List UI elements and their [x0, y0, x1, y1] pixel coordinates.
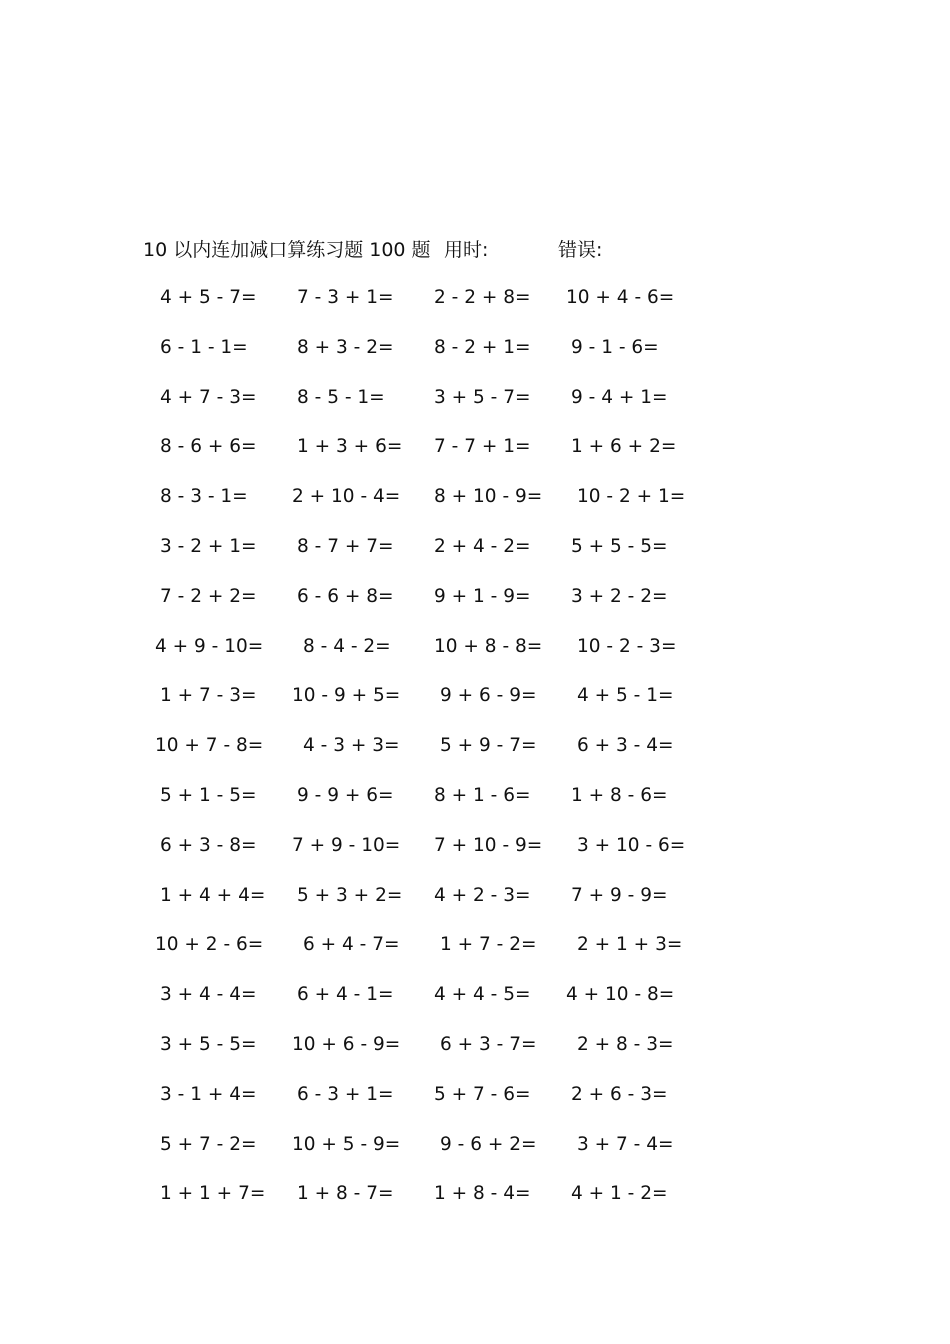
problem-row [0, 682, 950, 732]
problem-item: 1 + 8 - 7= [297, 1183, 394, 1205]
problem-item: 7 - 7 + 1= [434, 436, 531, 458]
problem-item: 1 + 7 - 2= [440, 934, 537, 956]
worksheet-title: 10 以内连加减口算练习题 100 题 [143, 239, 431, 261]
problem-row [0, 832, 950, 882]
problem-item: 9 - 9 + 6= [297, 784, 394, 806]
problem-item: 4 + 5 - 1= [577, 685, 674, 707]
problem-item: 2 + 8 - 3= [577, 1033, 674, 1055]
problem-item: 7 + 10 - 9= [434, 834, 543, 856]
problem-item: 1 + 8 - 4= [434, 1183, 531, 1205]
problem-item: 10 + 8 - 8= [434, 635, 543, 657]
problem-item: 10 + 6 - 9= [292, 1033, 401, 1055]
problem-item: 8 - 7 + 7= [297, 535, 394, 557]
problem-item: 8 + 1 - 6= [434, 784, 531, 806]
problem-row [0, 1131, 950, 1181]
problem-item: 10 + 4 - 6= [566, 287, 675, 308]
worksheet-header [0, 236, 950, 264]
problem-item: 3 - 1 + 4= [160, 1083, 257, 1105]
problem-item: 8 - 3 - 1= [160, 486, 248, 508]
problem-row [0, 433, 950, 483]
problem-item: 3 + 10 - 6= [577, 834, 686, 856]
problem-item: 5 + 5 - 5= [571, 535, 668, 557]
problem-item: 3 + 5 - 7= [434, 386, 531, 408]
problem-item: 8 - 4 - 2= [303, 635, 391, 657]
problem-item: 4 + 1 - 2= [571, 1183, 668, 1205]
problem-grid [0, 284, 950, 1230]
problem-item: 8 + 3 - 2= [297, 336, 394, 358]
problem-item: 1 + 7 - 3= [160, 685, 257, 707]
problem-item: 2 + 6 - 3= [571, 1083, 668, 1105]
problem-item: 5 + 3 + 2= [297, 884, 403, 906]
problem-item: 3 + 2 - 2= [571, 585, 668, 607]
problem-item: 7 + 9 - 10= [292, 834, 401, 856]
problem-item: 2 + 10 - 4= [292, 486, 401, 508]
problem-item: 7 - 3 + 1= [297, 287, 394, 308]
problem-item: 10 + 5 - 9= [292, 1133, 401, 1155]
problem-item: 4 + 5 - 7= [160, 287, 257, 308]
problem-item: 6 + 4 - 7= [303, 934, 400, 956]
problem-item: 10 + 7 - 8= [155, 735, 264, 757]
problem-row [0, 633, 950, 683]
problem-item: 6 - 3 + 1= [297, 1083, 394, 1105]
problem-item: 3 + 5 - 5= [160, 1033, 257, 1055]
problem-item: 6 - 1 - 1= [160, 336, 248, 358]
problem-item: 7 + 9 - 9= [571, 884, 668, 906]
problem-item: 8 - 2 + 1= [434, 336, 531, 358]
problem-item: 4 + 4 - 5= [434, 984, 531, 1006]
problem-item: 2 + 1 + 3= [577, 934, 683, 956]
problem-item: 4 + 7 - 3= [160, 386, 257, 408]
problem-item: 9 + 6 - 9= [440, 685, 537, 707]
problem-item: 9 - 4 + 1= [571, 386, 668, 408]
problem-row [0, 583, 950, 633]
problem-item: 1 + 8 - 6= [571, 784, 668, 806]
problem-item: 3 + 4 - 4= [160, 984, 257, 1006]
problem-item: 4 + 10 - 8= [566, 984, 675, 1006]
problem-item: 2 - 2 + 8= [434, 287, 531, 308]
problem-row [0, 882, 950, 932]
problem-row [0, 384, 950, 434]
problem-item: 5 + 9 - 7= [440, 735, 537, 757]
problem-item: 10 - 2 - 3= [577, 635, 677, 657]
errors-label: 错误: [558, 239, 603, 261]
problem-row [0, 1180, 950, 1230]
problem-item: 6 + 4 - 1= [297, 984, 394, 1006]
problem-item: 3 + 7 - 4= [577, 1133, 674, 1155]
problem-row [0, 981, 950, 1031]
problem-item: 6 - 6 + 8= [297, 585, 394, 607]
problem-row [0, 732, 950, 782]
problem-item: 9 + 1 - 9= [434, 585, 531, 607]
time-used-label: 用时: [444, 239, 489, 261]
problem-item: 4 - 3 + 3= [303, 735, 400, 757]
problem-row [0, 533, 950, 583]
problem-item: 10 - 9 + 5= [292, 685, 401, 707]
problem-row [0, 931, 950, 981]
problem-item: 10 - 2 + 1= [577, 486, 686, 508]
problem-item: 4 + 9 - 10= [155, 635, 264, 657]
problem-row [0, 1031, 950, 1081]
problem-item: 8 - 6 + 6= [160, 436, 257, 458]
problem-item: 6 + 3 - 4= [577, 735, 674, 757]
problem-item: 1 + 3 + 6= [297, 436, 403, 458]
problem-item: 8 + 10 - 9= [434, 486, 543, 508]
problem-item: 8 - 5 - 1= [297, 386, 385, 408]
problem-item: 4 + 2 - 3= [434, 884, 531, 906]
problem-row [0, 483, 950, 533]
problem-item: 9 - 1 - 6= [571, 336, 659, 358]
problem-item: 5 + 1 - 5= [160, 784, 257, 806]
problem-item: 2 + 4 - 2= [434, 535, 531, 557]
problem-item: 1 + 4 + 4= [160, 884, 266, 906]
problem-item: 5 + 7 - 2= [160, 1133, 257, 1155]
problem-item: 1 + 1 + 7= [160, 1183, 266, 1205]
problem-item: 7 - 2 + 2= [160, 585, 257, 607]
problem-item: 6 + 3 - 8= [160, 834, 257, 856]
problem-item: 10 + 2 - 6= [155, 934, 264, 956]
problem-row [0, 284, 950, 334]
problem-item: 6 + 3 - 7= [440, 1033, 537, 1055]
problem-row [0, 334, 950, 384]
problem-item: 9 - 6 + 2= [440, 1133, 537, 1155]
problem-item: 1 + 6 + 2= [571, 436, 677, 458]
problem-row [0, 1081, 950, 1131]
problem-row [0, 782, 950, 832]
problem-item: 5 + 7 - 6= [434, 1083, 531, 1105]
problem-item: 3 - 2 + 1= [160, 535, 257, 557]
